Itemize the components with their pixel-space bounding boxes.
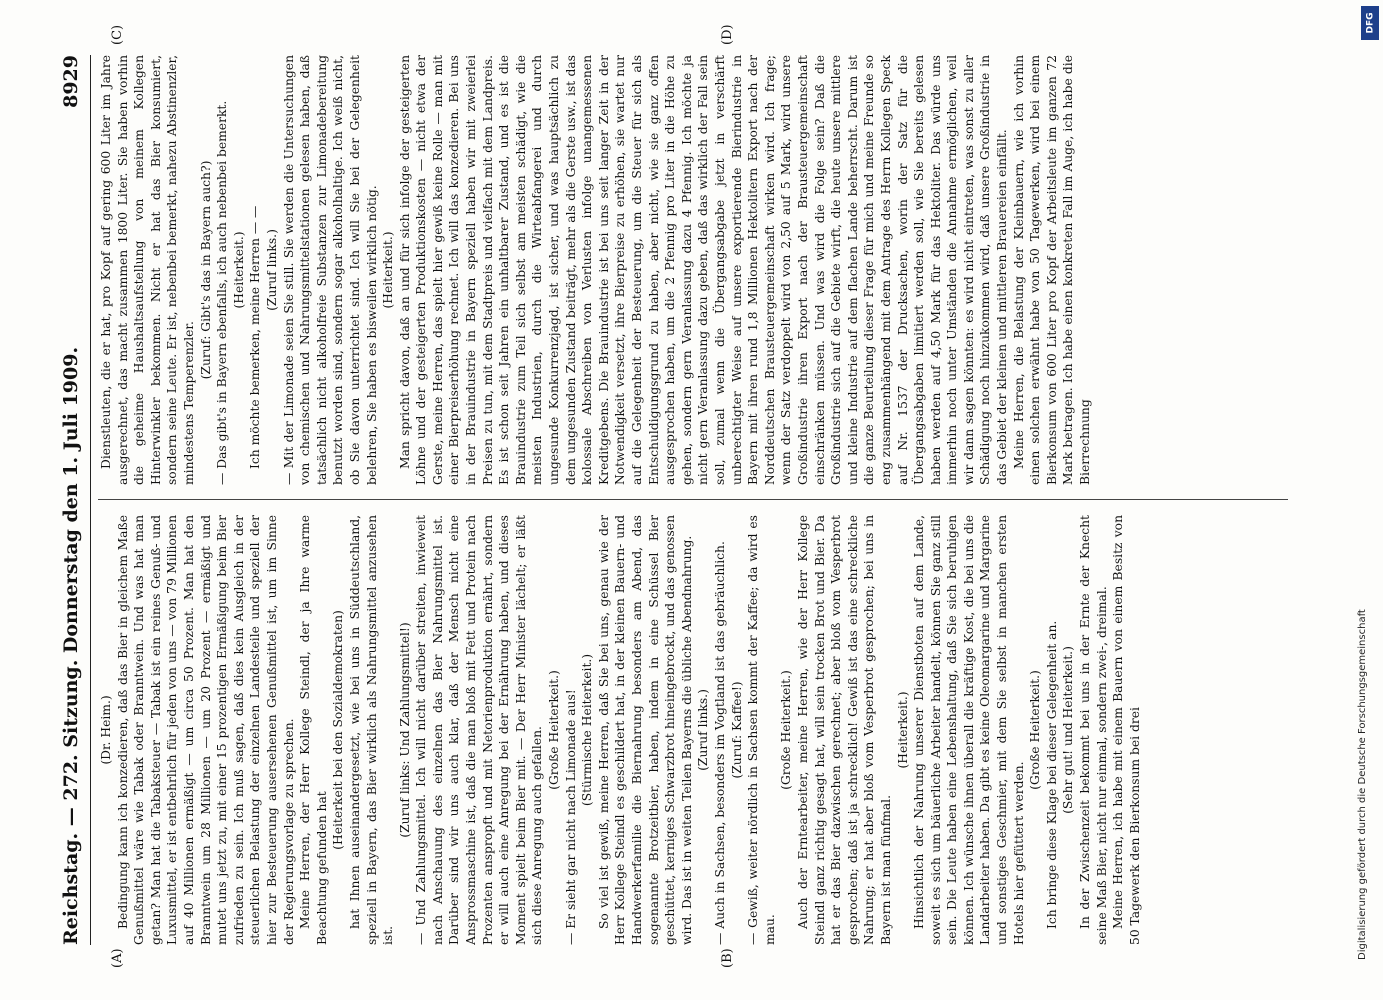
paragraph: (Heiterkeit.) bbox=[381, 231, 396, 309]
header-date: Donnerstag den 1. Juli 1909. bbox=[60, 346, 82, 654]
paragraph: (Heiterkeit.) bbox=[895, 691, 910, 769]
paragraph: (Sehr gut! und Heiterkeit.) bbox=[1061, 646, 1076, 814]
left-column bbox=[98, 515, 1288, 945]
paragraph: (Große Heiterkeit.) bbox=[547, 670, 562, 790]
paragraph: Ich möchte bemerken, meine Herren — — bbox=[248, 205, 263, 469]
paragraph: (Zuruf links: Und Zahlungsmittel!) bbox=[397, 622, 412, 838]
paragraph: (Stürmische Heiterkeit.) bbox=[580, 653, 595, 807]
margin-marker-d: (D) bbox=[720, 24, 735, 45]
page-header bbox=[60, 55, 88, 945]
paragraph: — Auch in Sachsen, besonders im Vogtland ist das gebräuchlich. bbox=[712, 541, 727, 945]
paragraph: (Zuruf links.) bbox=[264, 229, 279, 311]
margin-marker-a: (A) bbox=[110, 948, 125, 968]
paragraph: (Zuruf: Gibt's das in Bayern auch?) bbox=[198, 160, 213, 380]
paragraph: (Dr. Heim.) bbox=[99, 695, 113, 765]
paragraph: — Gewiß, weiter nördlich in Sachsen kommt der Kaffee; da wird es mau. bbox=[746, 515, 777, 945]
paragraph: (Zuruf: Kaffee!) bbox=[729, 681, 744, 779]
paragraph: (Heiterkeit.) bbox=[231, 231, 246, 309]
right-column bbox=[98, 55, 1288, 485]
paragraph: Meine Herren, ich habe mit einem Bauern von einem Besitz von 50 Tagewerk den Bierkonsum bei drei bbox=[1111, 515, 1142, 945]
paragraph: (Große Heiterkeit.) bbox=[1028, 670, 1043, 790]
margin-marker-c: (C) bbox=[110, 24, 125, 45]
paragraph: (Große Heiterkeit.) bbox=[779, 670, 794, 790]
paragraph: Bedingung kann ich konzedieren, daß das Bier in gleichem Maße Genußmittel wäre wie Tabak oder Branntwein. Und was hat man getan? Man hat die Tabaksteuer — Tabak ist ein reines Genuß- und Luxusmittel, er ist entbehrlich für jeden von uns — von 79 Millionen auf 40 Millionen ermäßigt — um circa 50 Prozent. Man hat den Branntwein um 28 Millionen — um 20 Prozent — ermäßigt und mutet uns jetzt zu, mit einer 15 prozentigen Ermäßigung beim Bier zufrieden zu sein. Ich muß sagen, daß dies kein Ausgleich in der steuerlichen Belastung der einzelnen Landesteile und speziell der hier zur Besteuerung ausersehenen Genußmittel ist, um im Sinne der Regierungsvorlage zu sprechen. bbox=[115, 515, 296, 945]
paragraph: Auch der Erntearbeiter, meine Herren, wie der Herr Kollege Steindl ganz richtig gesagt hat, will sein trocken Brot und Bier. Da hat er das Bier dazwischen gerechnet; aber bloß vom Vesperbrot gesprochen; daß ist ja schrecklich! Gewiß ist das eine schreckliche Nahrung; er hat aber bloß vom Vesperbrot gesprochen; bei uns in Bayern ist man fünfmal. bbox=[795, 515, 893, 945]
paragraph: — Das gibt's in Bayern ebenfalls, ich auch nebenbei bemerkt. bbox=[215, 100, 230, 485]
paragraph: (Zuruf links.) bbox=[696, 689, 711, 771]
paragraph: Dienstleuten, die er hat, pro Kopf auf gering 600 Liter im Jahre ausgerechnet, das macht zusammen 1800 Liter. Sie haben vorhin die geheime Haushaltsaufstellung von meinem Kollegen Hinterwinkler bekommen. Nicht er hat das Bier konsumiert, sondern seine Leute. Er ist, nebenbei bemerkt, nahezu Abstinenzler, mindestens Temperenzler. bbox=[99, 55, 196, 485]
paragraph: In der Zwischenzeit bekommt bei uns in der Ernte der Knecht seine Maß Bier, nicht nur einmal, sondern zwei-, dreimal. bbox=[1078, 515, 1109, 945]
paragraph: — Er sieht gar nicht nach Limonade aus! bbox=[563, 689, 578, 945]
paragraph: — Und Zahlungsmittel. Ich will nicht darüber streiten, inwieweit nach Anschauung des einzelnen das Bier Nahrungsmittel ist. Darüber sind wir uns auch klar, daß der Mensch nicht eine Ansprossmaschine ist, daß die man bloß mit Fett und Protein nach Prozenten anspropft und mit Netorienproduktion ernährt, sondern er will auch eine Anregung bei der Ernährung haben, und dieses Moment spielt beim Bier mit. — Der Herr Minister lächelt; er läßt sich diese Anregung auch gefallen. bbox=[414, 515, 545, 945]
column-divider bbox=[98, 499, 1288, 500]
paragraph: (Heiterkeit bei den Sozialdemokraten) bbox=[331, 610, 346, 850]
digitization-note-text: Digitalisierung gefördert durch die Deutsche Forschungsgemeinschaft bbox=[1357, 609, 1368, 960]
paragraph: — Mit der Limonade seien Sie still. Sie werden die Untersuchungen von chemischen und Nahrungsmittelstationen gelesen haben, daß tatsächlich nicht alkoholfreie Substanzen zur Limonadebereitung benutzt worden sind, sondern sogar alkoholhaltige. Ich weiß nicht, ob Sie davon unterrichtet sind. Ich will Sie bei der Gelegenheit belehren, Sie haben es bisweilen wirklich nötig. bbox=[281, 55, 379, 485]
paragraph: Meine Herren, der Herr Kollege Steindl, der ja Ihre warme Beachtung gefunden hat bbox=[298, 515, 329, 945]
paragraph: So viel ist gewiß, meine Herren, daß Sie bei uns, genau wie der Herr Kollege Steindl es geschildert hat, in der kleinen Bauern- und Handwerkerfamilie die Biernahrung besonders am Abend, das sogenannte Brotzeitbier, haben, indem in eine Schüssel Bier geschüttet, kerniges Schwarzbrot hineingebrockt, und das genossen wird. Das ist in weiten Teilen Bayerns die übliche Abendnahrung. bbox=[596, 515, 694, 945]
margin-marker-b: (B) bbox=[720, 948, 735, 968]
paragraph: Ich bringe diese Klage bei dieser Gelegenheit an. bbox=[1044, 620, 1059, 929]
header-session: Reichstag. — 272. Sitzung. bbox=[60, 659, 82, 945]
paragraph: hat Ihnen auseinandergesetzt, wie bei uns in Süddeutschland, speziell in Bayern, das Bier wirklich als Nahrungsmittel anzusehen ist. bbox=[347, 515, 396, 945]
paragraph: Meine Herren, die Belastung der Kleinbauern, wie ich vorhin einen solchen erwähnt habe von 50 Tagewerken, wird bei einem Bierkonsum von 600 Liter pro Kopf der Arbeitsleute im ganzen 72 Mark betragen. Ich habe einen konkreten Fall im Auge, ich habe die Bierrechnung bbox=[1011, 55, 1093, 485]
paragraph: Man spricht davon, daß an und für sich infolge der gesteigerten Löhne und der gesteigerten Produktionskosten — nicht etwa der Gerste, meine Herren, das spielt hier gewiß keine Rolle — man mit einer Bierpreiserhöhung rechnet. Ich will das konzedieren. Bei uns in der Brauindustrie in Bayern speziell haben wir mit zweierlei Preisen zu tun, mit dem Stadtpreis und vielfach mit dem Landpreis. Es ist schon seit Jahren ein unhaltbarer Zustand, und es ist die Brauindustrie zum Teil sich selbst am meisten schädigt, wie die meisten Industrien, durch die Wirteabfangerei und durch ungesunde Konkurrenzjagd, ist sicher, und was hauptsächlich zu dem ungesunden Zustand beiträgt, mehr als die Gerste usw., ist das kolossale Abschreiben von Verlusten infolge unangemessenen Kreditgebens. Die Brauindustrie ist bei uns seit langer Zeit in der Notwendigkeit versetzt, ihre Bierpreise zu erhöhen, sie wartet nur auf die Gelegenheit der Besteuerung, um die Steuer für sich als Entschuldigungsgrund zu haben, aber nicht, wie sie ganz offen ausgesprochen haben, um die 2 Pfennig pro Liter in die Höhe zu gehen, sondern gern Veranlassung dazu 4 Pfennig. Ich möchte ja nicht gern Veranlassung dazu geben, daß das wirklich der Fall sein soll, zumal wenn die Übergangsabgabe jetzt in verschärft unberechtigter Weise auf unsere exportierende Bierindustrie in Bayern mit ihren rund 1,8 Millionen Hektolitern Export nach der Norddeutschen Brausteuergemeinschaft wirken wird. Ich frage; wenn der Satz verdoppelt wird von 2,50 auf 5 Mark, wird unsere Großindustrie ihren Export nach der Brausteuergemeinschaft einschränken müssen. Und was wird die Folge sein? Daß die Großindustrie sich auf die Gebiete wirft, die heute unsere mittlere und kleine Industrie auf dem flachen Lande beherrscht. Darum ist die ganze Beurteilung dieser Frage für mich und meine Freunde so eng zusammenhängend mit dem Antrage des Herrn Kollegen Speck auf Nr. 1537 der Drucksachen, worin der Satz für die Übergangsabgaben limitiert werden soll, wie Sie bereits gelesen haben werden auf 4,50 Mark für das Hektoliter. Das würde uns immerhin noch unter Umständen die Annahme ermöglichen, weil wir dann sagen könnten: es wird nicht eintreten, was sonst zu aller Schädigung noch hinzukommen wird, daß unsere Großindustrie in das Gebiet der kleinen und mittleren Brauereien einfällt. bbox=[397, 55, 1010, 485]
dfg-logo: DFG bbox=[1361, 6, 1379, 40]
digitization-note bbox=[1357, 40, 1377, 960]
header-page-number: 8929 bbox=[60, 55, 82, 108]
paragraph: Hinsichtlich der Nahrung unserer Dienstboten auf dem Lande, soweit es sich um bäuerliche Arbeiter handelt, können Sie ganz still sein. Die Leute haben eine Lebenshaltung, daß Sie sich beruhigen können. Ich wünsche ihnen überall die kräftige Kost, die bei uns die Landarbeiter haben. Da gibt es keine Oleomargarine und Margarine und sonstiges Geschmier, mit dem Sie selbst in manchen ersten Hotels hier gefüttert werden. bbox=[912, 515, 1026, 945]
header-rule bbox=[90, 55, 91, 945]
